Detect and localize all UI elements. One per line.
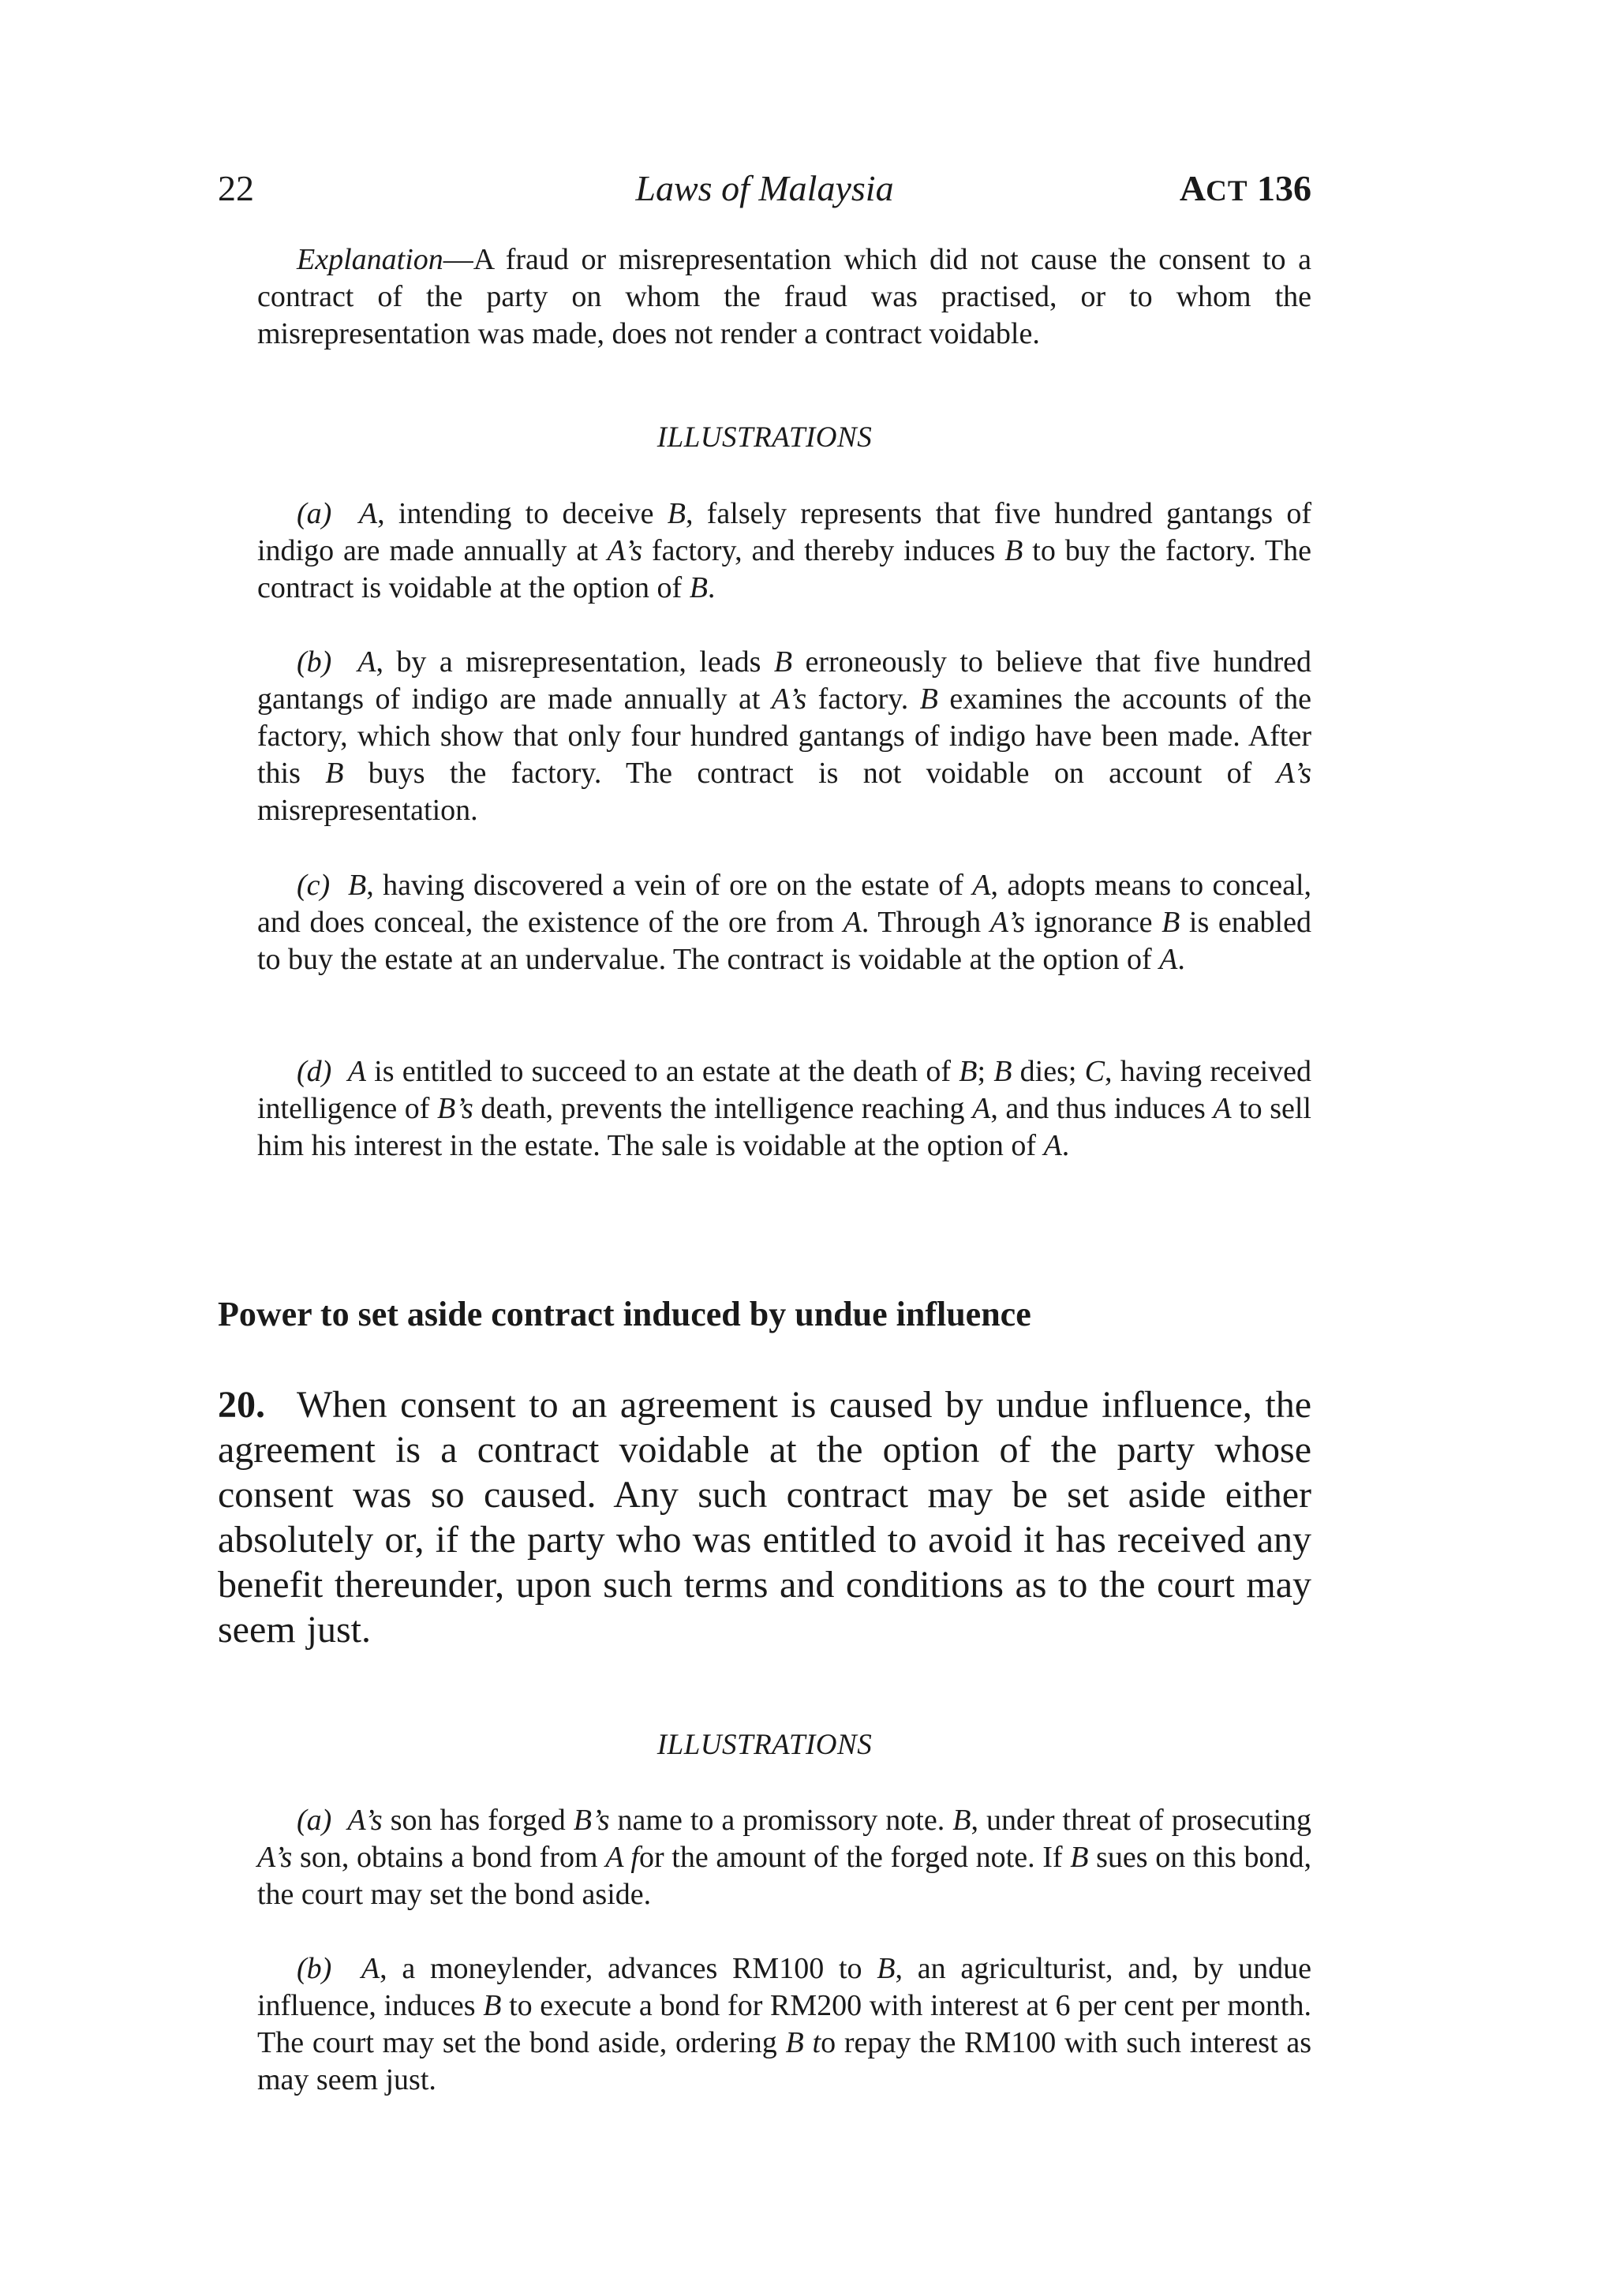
section-20-body xyxy=(218,1382,1311,1652)
illustration-19-a xyxy=(257,495,1311,607)
section-text: When consent to an agreement is caused by undue influence, the agreement is a contract voidable at the option of the party whose consent was so caused. Any such contract may be set aside either absolutely or, if the party who was entitled to avoid it has received any benefit thereunder, upon such terms and conditions as to the court may seem just. xyxy=(218,1384,1311,1651)
explanation xyxy=(257,241,1311,353)
illustration-20-a xyxy=(257,1802,1311,1913)
illustration-label: (d) xyxy=(297,1055,332,1088)
illustration-text: A, a moneylender, advances RM100 to B, an agriculturist, and, by undue influence, induces B to execute a bond for RM200 with interest at 6 per cent per month. The court may set the bond aside, ordering B to repay the RM100 with such interest as may seem just. xyxy=(257,1952,1312,2096)
illustration-text: A, intending to deceive B, falsely represents that five hundred gantangs of indigo are made annually at A’s factory, and thereby induces B to buy the factory. The contract is voidable at the option of B. xyxy=(257,497,1311,604)
act-prefix: A xyxy=(1179,168,1206,208)
page-number: 22 xyxy=(218,168,254,208)
illustration-19-d xyxy=(257,1053,1311,1165)
act-number xyxy=(1180,167,1311,209)
illustration-label: (c) xyxy=(297,869,331,902)
illustration-text: A, by a misrepresentation, leads B erroneously to believe that five hundred gantangs of indigo are made annually at A’s factory. B examines the accounts of the factory, which show that only four hundred gantangs of indigo have been made. After this B buys the factory. The contract is not voidable on account of A’s misrepresentation. xyxy=(257,645,1312,827)
act-digits: 136 xyxy=(1248,168,1311,208)
illustration-label: (b) xyxy=(297,1952,332,1985)
illustration-20-b xyxy=(257,1950,1311,2099)
running-title: Laws of Malaysia xyxy=(635,168,894,208)
illustration-19-b xyxy=(257,644,1311,829)
explanation-text: —A fraud or misrepresentation which did not cause the consent to a contract of the party on whom the fraud was practised, or to whom the misrepresentation was made, does not render a contract voidable. xyxy=(257,243,1311,350)
act-smallcaps: CT xyxy=(1206,175,1248,208)
section-number: 20. xyxy=(218,1384,265,1426)
illustration-text: A is entitled to succeed to an estate at the death of B; B dies; C, having received intelligence of B’s death, prevents the intelligence reaching A, and thus induces A to sell him his interest in the estate. The sale is voidable at the option of A. xyxy=(257,1055,1312,1162)
explanation-label: Explanation xyxy=(297,243,443,276)
illustration-text: B, having discovered a vein of ore on the estate of A, adopts means to conceal, and does conceal, the existence of the ore from A. Through A’s ignorance B is enabled to buy the estate at an undervalue. The contract is voidable at the option of A. xyxy=(257,869,1311,976)
illustration-label: (b) xyxy=(297,645,332,679)
illustration-label: (a) xyxy=(297,497,332,530)
illustrations-heading-2: ILLUSTRATIONS xyxy=(656,1729,873,1761)
running-head xyxy=(218,167,1311,215)
illustration-label: (a) xyxy=(297,1804,332,1837)
section-heading: Power to set aside contract induced by undue influence xyxy=(218,1295,1031,1333)
illustration-19-c xyxy=(257,867,1311,978)
illustration-text: A’s son has forged B’s name to a promissory note. B, under threat of prosecuting A’s son, obtains a bond from A for the amount of the forged note. If B sues on this bond, the court may set the bond aside. xyxy=(257,1804,1312,1911)
illustrations-heading-1: ILLUSTRATIONS xyxy=(656,421,873,454)
